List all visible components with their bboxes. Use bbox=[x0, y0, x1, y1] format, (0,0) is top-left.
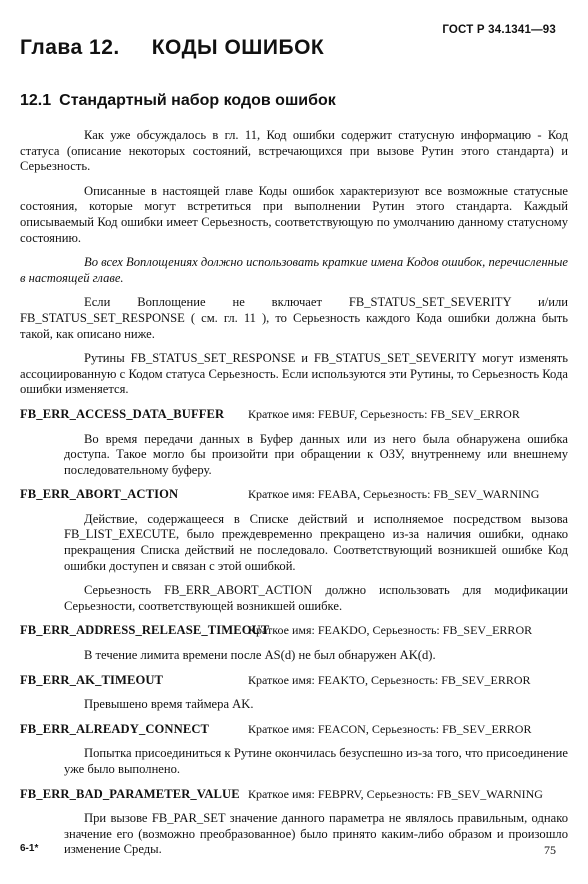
error-code-description: При вызове FB_PAR_SET значение данного параметра не являлось правильным, однако значение его (возможно преобразованное) было принято каким-либо образом и произошло изменение Среды. bbox=[64, 811, 568, 857]
error-code-entry bbox=[20, 487, 568, 503]
section-title: Стандартный набор кодов ошибок bbox=[59, 92, 336, 109]
intro-paragraph: Описанные в настоящей главе Коды ошибок характеризуют все возможные статусные состояния, которые могут встретиться при выполнении Рутин этого стандарта. Каждый описываемый Код ошибки имеет Серьезность, соответствующую по умолчанию данному статусному состоянию. bbox=[20, 183, 568, 245]
error-code-meta: Краткое имя: FEBUF, Серьезность: FB_SEV_ERROR bbox=[248, 406, 520, 421]
error-code-entry bbox=[20, 407, 568, 423]
intro-paragraph: Если Воплощение не включает FB_STATUS_SET_SEVERITY и/или FB_STATUS_SET_RESPONSE ( см. гл. 11 ), то Серьезность каждого Кода ошибки должна быть такой, как описано ниже. bbox=[20, 295, 568, 341]
error-code-name: FB_ERR_ACCESS_DATA_BUFFER bbox=[20, 406, 225, 421]
error-code-meta: Краткое имя: FEAKTO, Серьезность: FB_SEV_ERROR bbox=[248, 672, 531, 687]
requirement-paragraph: Во всех Воплощениях должно использовать краткие имена Кодов ошибок, перечисленные в настоящей главе. bbox=[20, 255, 568, 285]
error-code-name: FB_ERR_ABORT_ACTION bbox=[20, 487, 179, 502]
error-code-description: Попытка присоединиться к Рутине окончилась безуспешно из-за того, что присоединение уже было выполнено. bbox=[64, 746, 568, 776]
error-code-name: FB_ERR_ADDRESS_RELEASE_TIMEOUT bbox=[20, 623, 270, 638]
chapter-title: КОДЫ ОШИБОК bbox=[151, 36, 325, 59]
page-body bbox=[20, 128, 568, 867]
section-heading bbox=[20, 92, 336, 110]
error-code-description: Действие, содержащееся в Списке действий и исполняемое посредством вызова FB_LIST_EXECUTE, было преждевременно прекращено из-за наличия ошибки, однако прекращения Списка действий не последовало. Соответствующий возникшей ошибке Код ошибки доступен и связан с этой ошибкой. bbox=[64, 511, 568, 573]
error-code-entry bbox=[20, 787, 568, 803]
signature-mark: 6-1* bbox=[20, 843, 39, 854]
error-code-description: В течение лимита времени после AS(d) не был обнаружен AK(d). bbox=[84, 648, 436, 663]
error-code-description: Серьезность FB_ERR_ABORT_ACTION должно использовать для модификации Серьезности, соответствующей возникшей ошибке. bbox=[64, 583, 568, 613]
error-code-entry bbox=[20, 673, 568, 689]
error-code-meta: Краткое имя: FEACON, Серьезность: FB_SEV_ERROR bbox=[248, 721, 532, 736]
section-number: 12.1 bbox=[20, 92, 52, 109]
error-code-meta: Краткое имя: FEAKDO, Серьезность: FB_SEV_ERROR bbox=[248, 623, 533, 638]
error-code-name: FB_ERR_ALREADY_CONNECT bbox=[20, 721, 210, 736]
error-code-entry bbox=[20, 722, 568, 738]
error-code-description: Во время передачи данных в Буфер данных или из него была обнаружена ошибка доступа. Такое могло бы произойти при обращении к ОЗУ, внутреннему или внешнему последовательному буферу. bbox=[64, 431, 568, 477]
error-code-description: Превышено время таймера AK. bbox=[84, 697, 254, 712]
intro-paragraph: Как уже обсуждалось в гл. 11, Код ошибки содержит статусную информацию - Код статуса (описание некоторых состояний, встречающихся при вызове Рутин этого стандарта) и Серьезность. bbox=[20, 128, 568, 174]
error-code-entry bbox=[20, 623, 568, 639]
error-code-meta: Краткое имя: FEBPRV, Серьезность: FB_SEV_WARNING bbox=[248, 786, 543, 801]
error-code-name: FB_ERR_BAD_PARAMETER_VALUE bbox=[20, 786, 240, 801]
chapter-number: Глава 12. bbox=[20, 36, 120, 59]
chapter-heading bbox=[20, 36, 324, 60]
error-code-meta: Краткое имя: FEABA, Серьезность: FB_SEV_WARNING bbox=[248, 487, 540, 502]
page-number: 75 bbox=[544, 843, 556, 857]
error-code-name: FB_ERR_AK_TIMEOUT bbox=[20, 672, 164, 687]
document-standard-header: ГОСТ Р 34.1341—93 bbox=[442, 24, 556, 36]
intro-paragraph: Рутины FB_STATUS_SET_RESPONSE и FB_STATUS_SET_SEVERITY могут изменять ассоциированную с Кодом статуса Серьезность. Если используются эти Рутины, то Серьезность Кода ошибки изменяется. bbox=[20, 351, 568, 397]
